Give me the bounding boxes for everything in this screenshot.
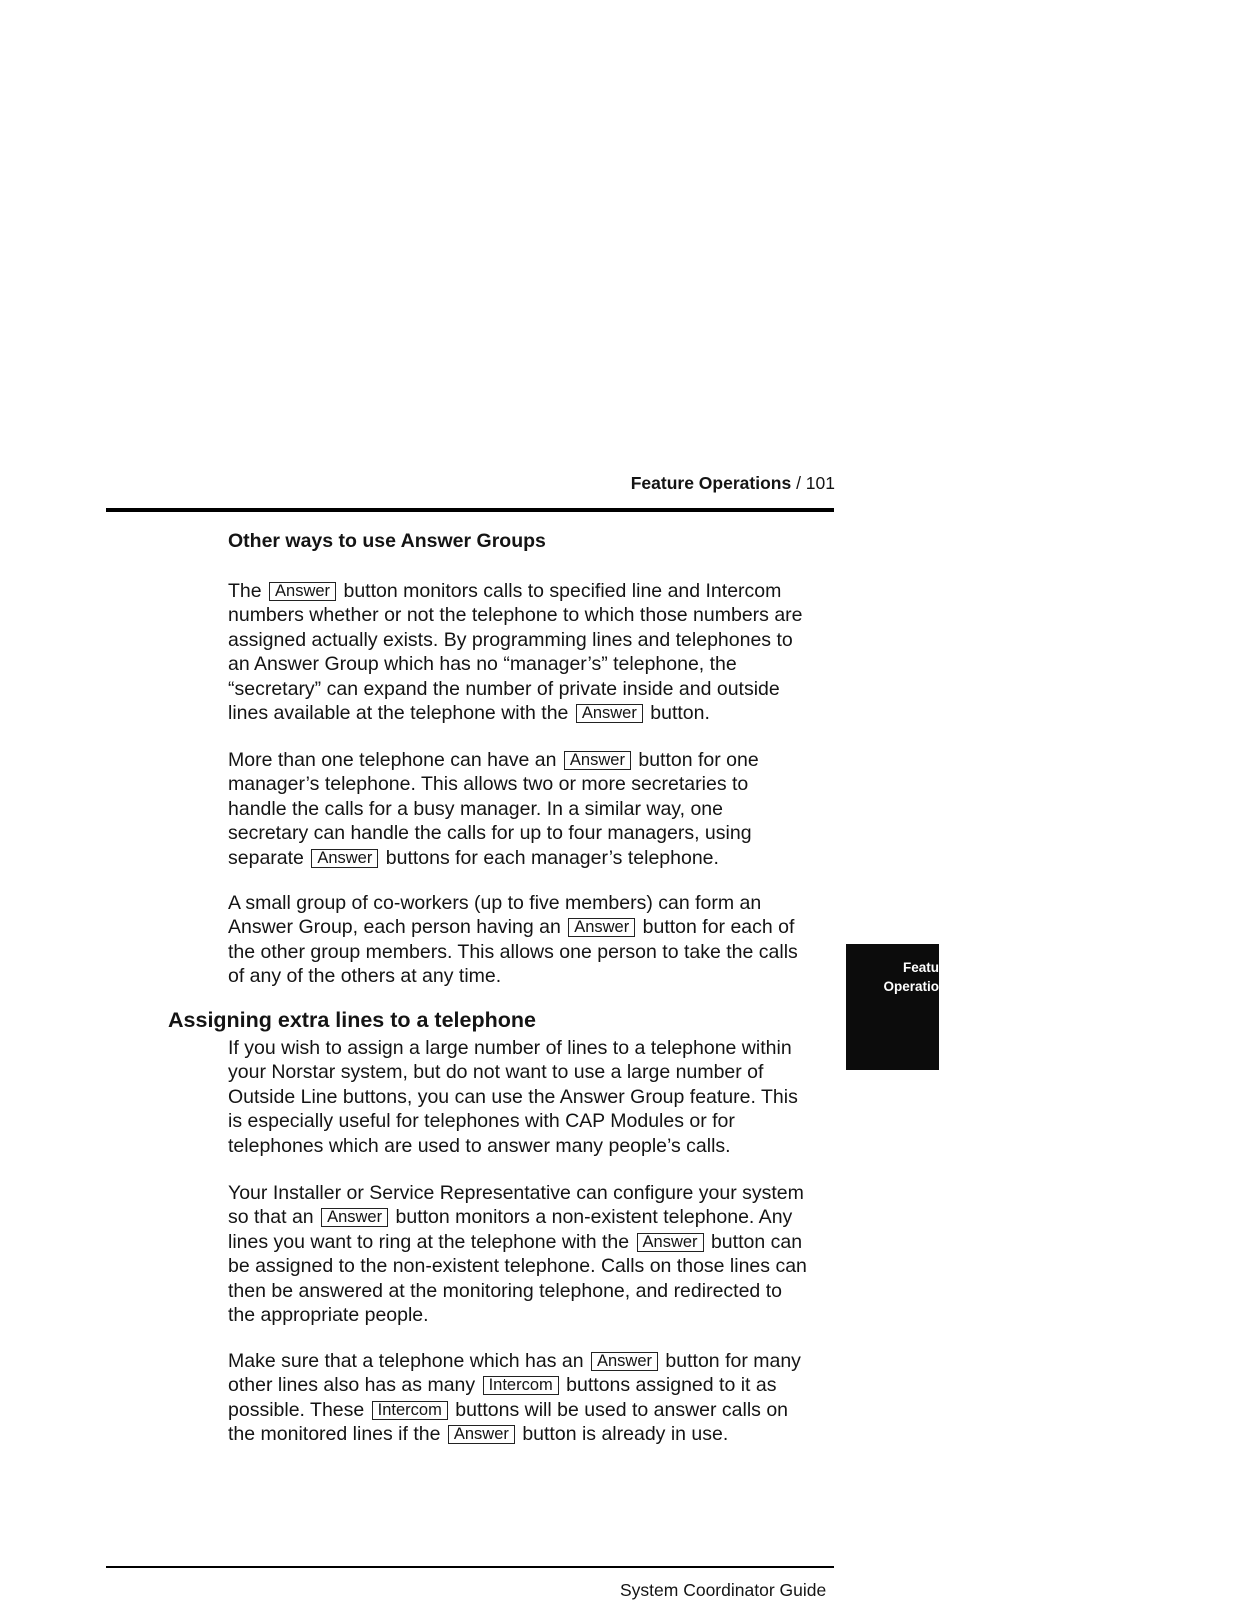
text-line [228,1349,801,1373]
tab-label-line-2: Operatio [883,979,939,994]
text-line [228,772,759,796]
text-run: A small group of co-workers (up to five members) can form an [228,892,762,914]
subheading: Other ways to use Answer Groups [228,530,546,552]
text-run: button. [644,702,710,725]
text-line [228,797,759,821]
text-line [228,964,798,988]
text-line [228,821,759,845]
text-line [228,1205,807,1229]
chapter-thumb-tab [846,944,939,1070]
text-run: buttons assigned to it as [560,1374,777,1397]
text-run: separate [228,846,310,869]
paragraph [228,748,759,870]
text-run: the appropriate people. [228,1304,429,1327]
text-run: buttons will be used to answer calls on [449,1398,789,1421]
text-run: button for each of [637,916,795,939]
text-run: the other group members. This allows one person to take the calls [228,940,798,963]
text-run: If you wish to assign a large number of lines to a telephone within [228,1037,792,1059]
text-run: manager’s telephone. This allows two or more secretaries to [228,773,749,796]
text-line [228,748,759,772]
text-run: so that an [228,1206,320,1229]
text-line [228,1373,801,1397]
footer-rule [106,1566,834,1568]
text-line [228,1422,801,1446]
text-line [228,1036,798,1060]
footer-title: System Coordinator Guide [620,1580,827,1600]
paragraph [228,1036,798,1158]
answer-key-label: Answer [448,1425,515,1444]
text-run: button for many [660,1350,801,1372]
tab-label-line-1: Featu [902,960,939,975]
text-run: numbers whether or not the telephone to which those numbers are [228,604,803,627]
page-number: 101 [805,473,835,493]
text-run: other lines also has as many [228,1374,481,1397]
text-run: button monitors a non-existent telephone. Any [390,1206,793,1229]
text-run: buttons for each manager’s telephone. [380,846,719,869]
text-line [228,1134,798,1158]
text-line [228,701,803,725]
text-run: an Answer Group which has no “manager’s” telephone, the [228,653,737,676]
text-run: telephones which are used to answer many people’s calls. [228,1134,731,1157]
text-run: lines you want to ring at the telephone with the [228,1230,635,1253]
text-run: More than one telephone can have an [228,749,562,771]
paragraph [228,891,798,989]
text-run: of any of the others at any time. [228,965,502,988]
answer-key-label: Answer [637,1233,704,1252]
text-line [228,652,803,676]
text-run: button monitors calls to specified line and Intercom [338,580,782,602]
intercom-key-label: Intercom [483,1376,559,1395]
text-run: Answer Group, each person having an [228,916,567,939]
text-line [228,940,798,964]
text-line [228,677,803,701]
text-line [228,1254,807,1278]
text-run: secretary can handle the calls for up to four managers, using [228,822,752,845]
text-run: button for one [632,749,759,771]
answer-key-label: Answer [568,918,635,937]
text-run: handle the calls for a busy manager. In a similar way, one [228,797,723,820]
paragraph [228,1349,801,1447]
paragraph [228,1181,807,1327]
text-run: Outside Line buttons, you can use the Answer Group feature. This [228,1085,798,1108]
text-line [228,603,803,627]
text-run: Your Installer or Service Representative can configure your system [228,1182,804,1204]
text-line [228,891,798,915]
text-line [228,1181,807,1205]
answer-key-label: Answer [564,751,631,770]
text-line [228,579,803,603]
text-line [228,1109,798,1133]
text-run: button is already in use. [516,1423,729,1446]
answer-key-label: Answer [311,849,378,868]
text-run: then be answered at the monitoring telephone, and redirected to [228,1279,782,1302]
text-line [228,846,759,870]
text-run: assigned actually exists. By programming lines and telephones to [228,628,793,651]
text-run: “secretary” can expand the number of private inside and outside [228,677,780,700]
answer-key-label: Answer [321,1208,388,1227]
paragraph [228,579,803,725]
text-run: The [228,580,268,602]
text-run: is especially useful for telephones with CAP Modules or for [228,1110,735,1133]
answer-key-label: Answer [576,704,643,723]
text-line [228,1085,798,1109]
text-run: possible. These [228,1398,370,1421]
text-line [228,1303,807,1327]
text-line [228,1279,807,1303]
text-run: the monitored lines if the [228,1423,446,1446]
answer-key-label: Answer [269,582,336,601]
running-header [631,473,835,494]
header-rule [106,508,834,512]
text-line [228,628,803,652]
text-run: button can [705,1230,803,1253]
text-run: your Norstar system, but do not want to use a large number of [228,1061,764,1084]
text-line [228,1060,798,1084]
text-run: lines available at the telephone with the [228,702,574,725]
text-line [228,1230,807,1254]
header-separator: / [791,473,806,493]
section-heading: Assigning extra lines to a telephone [168,1008,536,1032]
text-run: Make sure that a telephone which has an [228,1350,589,1372]
answer-key-label: Answer [591,1352,658,1371]
text-line [228,1398,801,1422]
text-run: be assigned to the non-existent telephone. Calls on those lines can [228,1255,807,1278]
intercom-key-label: Intercom [372,1401,448,1420]
header-section: Feature Operations [630,473,792,493]
text-line [228,915,798,939]
